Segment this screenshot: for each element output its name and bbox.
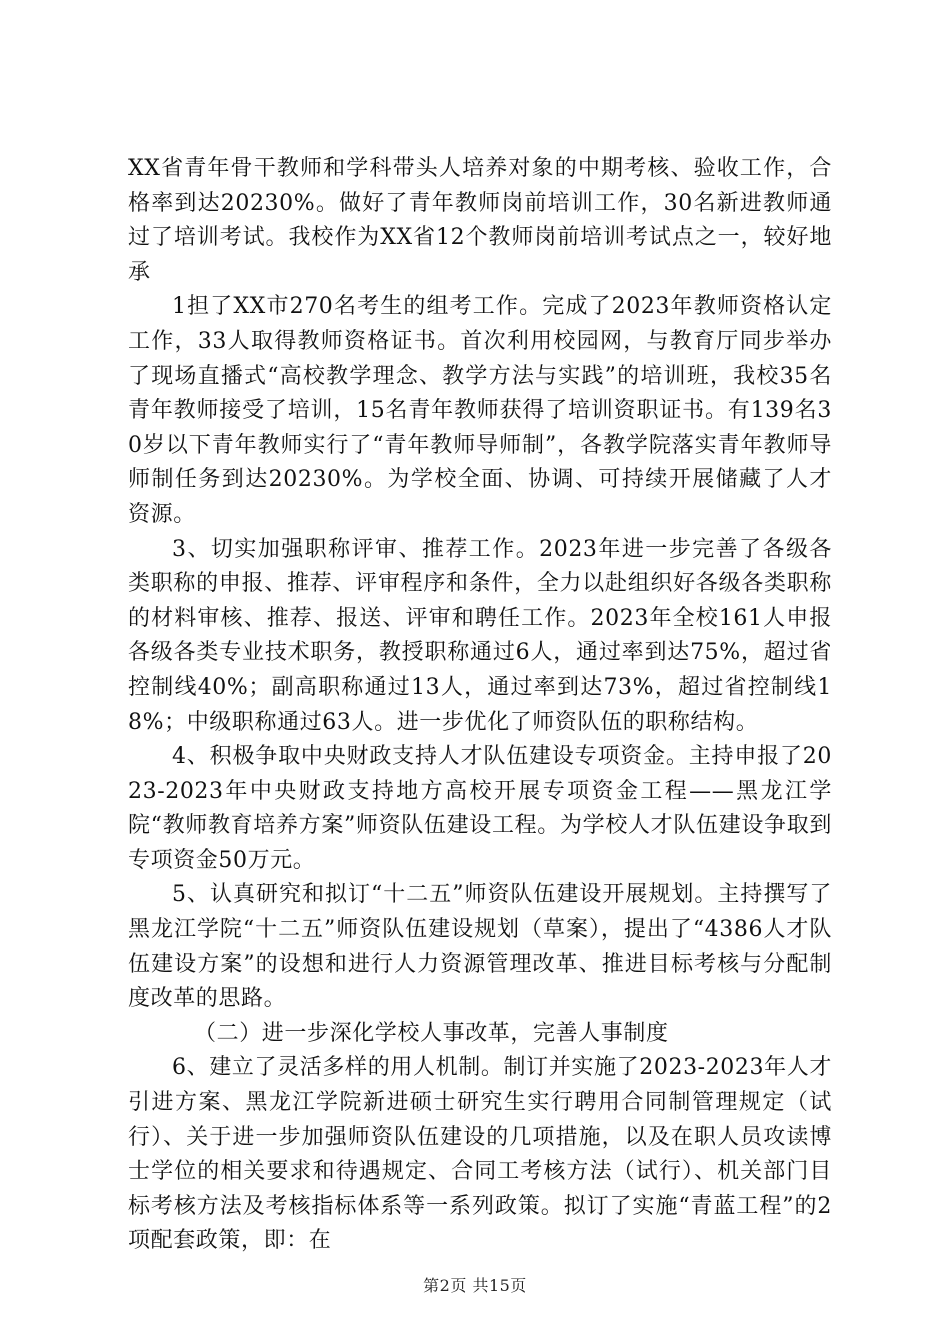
section-heading: （二）进一步深化学校人事改革，完善人事制度 [194,1020,669,1046]
paragraph-continuation: XX省青年骨干教师和学科带头人培养对象的中期考核、验收工作，合格率到达20230%。做好了青年教师岗前培训工作，30名新进教师通过了培训考试。我校作为XX省12个教师岗前培训考试点之一，较好地承 [128,156,832,285]
document-body [128,152,832,1259]
paragraph-title-review: 3、切实加强职称评审、推荐工作。2023年进一步完善了各级各类职称的申报、推荐、评审程序和条件，全力以赴组织好各级各类职称的材料审核、推荐、报送、评审和聘任工作。2023年全校161人申报各级各类专业技术职务，教授职称通过6人，通过率到达75%，超过省控制线40%；副高职称通过13人，通过率到达73%，超过省控制线18%；中级职称通过63人。进一步优化了师资队伍的职称结构。 [128,536,832,735]
paragraph-five-year-plan: 5、认真研究和拟订“十二五”师资队伍建设开展规划。主持撰写了黑龙江学院“十二五”师资队伍建设规划（草案），提出了“4386人才队伍建设方案”的设想和进行人力资源管理改革、推进目标考核与分配制度改革的思路。 [128,882,832,1012]
paragraph-central-funding: 4、积极争取中央财政支持人才队伍建设专项资金。主持申报了2023-2023年中央财政支持地方高校开展专项资金工程——黑龙江学院“教师教育培养方案”师资队伍建设工程。为学校人才队伍建设争取到专项资金50万元。 [128,744,832,873]
paragraph-employment-mechanism: 6、建立了灵活多样的用人机制。制订并实施了2023-2023年人才引进方案、黑龙江学院新进硕士研究生实行聘用合同制管理规定（试行）、关于进一步加强师资队伍建设的几项措施，以及在职人员攻读博士学位的相关要求和待遇规定、合同工考核方法（试行）、机关部门目标考核方法及考核指标体系等一系列政策。拟订了实施“青蓝工程”的2项配套政策，即：在 [128,1055,832,1254]
paragraph-teacher-training: 1担了XX市270名考生的组考工作。完成了2023年教师资格认定工作，33人取得教师资格证书。首次利用校园网，与教育厅同步举办了现场直播式“高校教学理念、教学方法与实践”的培训班，我校35名青年教师接受了培训，15名青年教师获得了培训资职证书。有139名30岁以下青年教师实行了“青年教师导师制”，各教学院落实青年教师导师制任务到达20230%。为学校全面、协调、可持续开展储藏了人才资源。 [128,294,832,527]
page-footer: 第2页 共15页 [423,1276,527,1295]
